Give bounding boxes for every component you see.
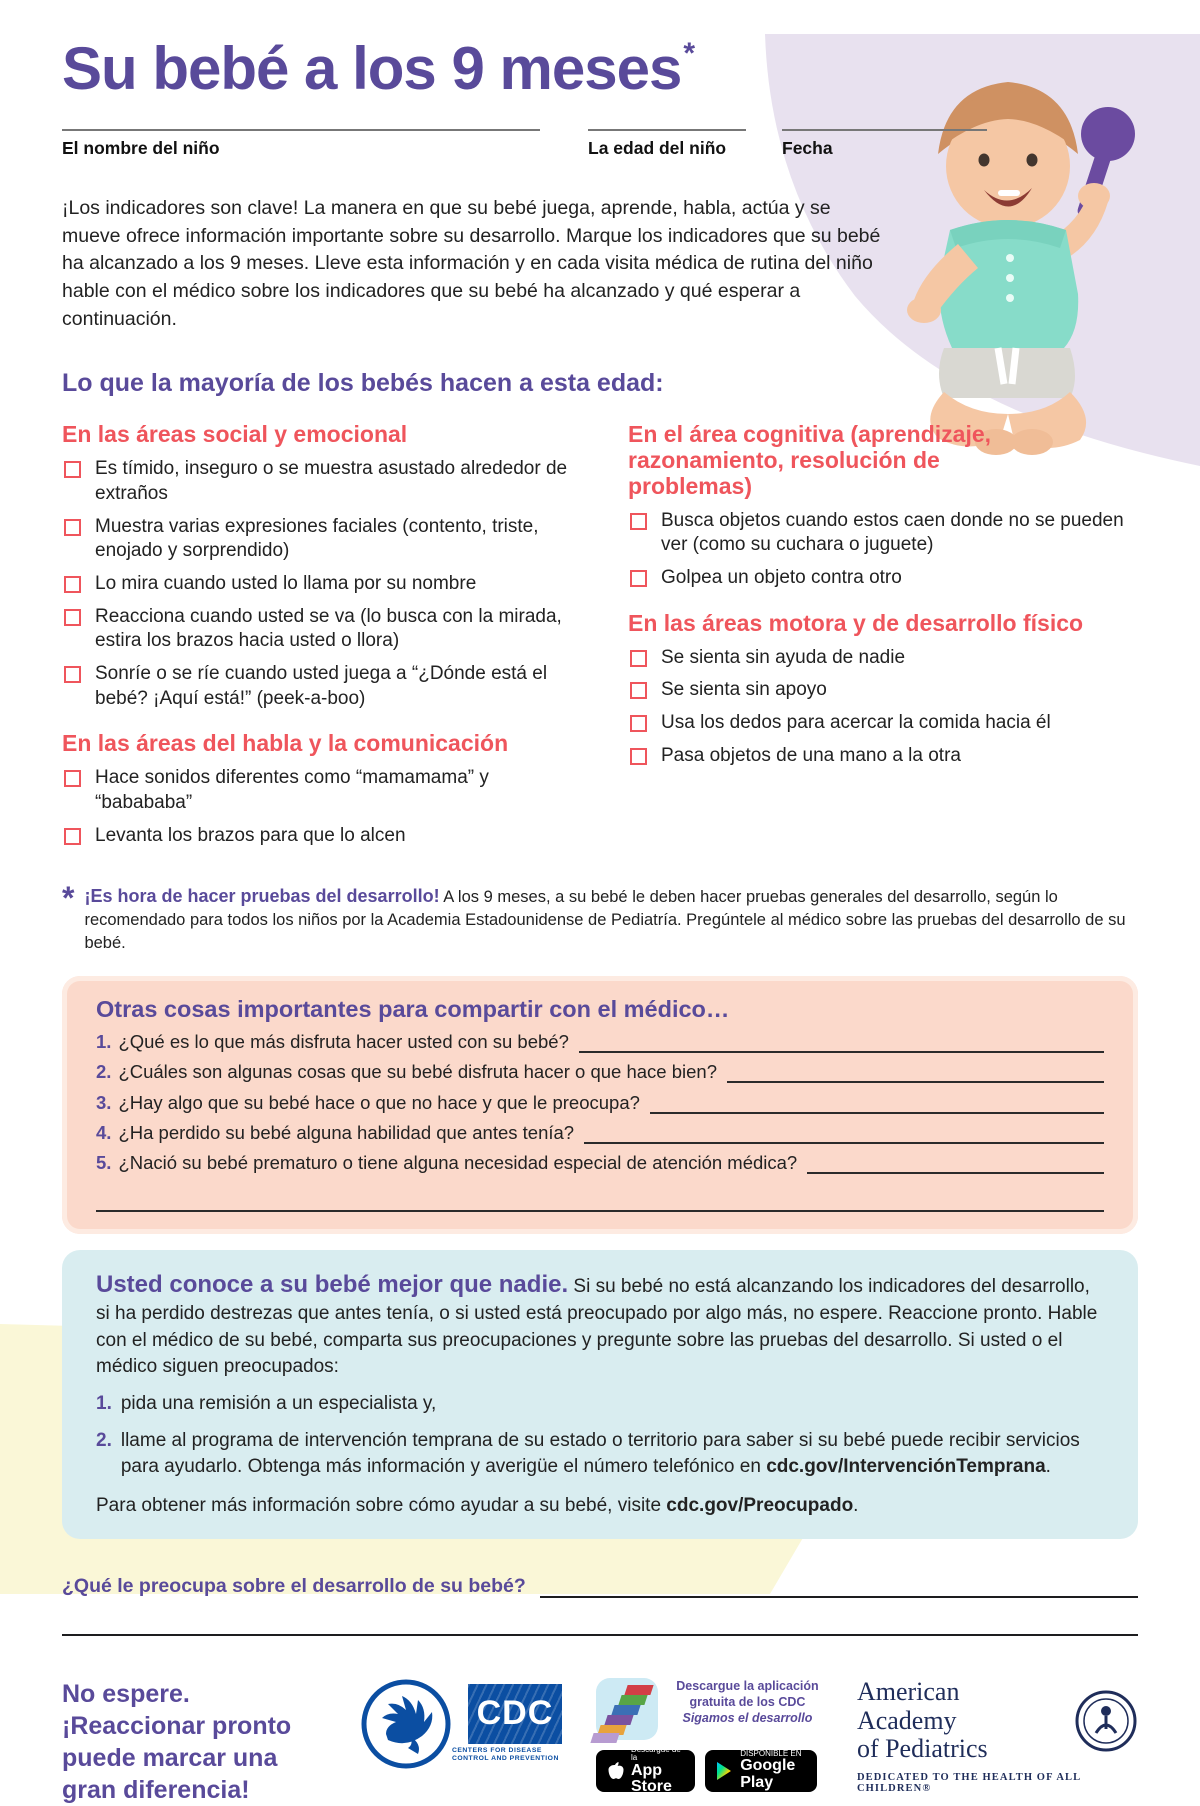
question-text: ¿Ha perdido su bebé alguna habilidad que antes tenía? bbox=[118, 1121, 575, 1143]
milestone-checkbox[interactable] bbox=[630, 748, 647, 765]
answer-line[interactable] bbox=[579, 1031, 1104, 1053]
google-play-badge[interactable]: DISPONIBLE EN Google Play bbox=[705, 1750, 817, 1792]
milestone-checkbox[interactable] bbox=[64, 609, 81, 626]
answer-line[interactable] bbox=[584, 1122, 1104, 1144]
google-play-icon bbox=[715, 1761, 733, 1781]
asterisk-icon: * bbox=[62, 880, 75, 917]
government-logos bbox=[360, 1678, 562, 1770]
milestones-heading: Lo que la mayoría de los bebés hacen a esta edad: bbox=[62, 369, 664, 398]
milestone-item bbox=[62, 662, 590, 711]
question-text: ¿Qué es lo que más disfruta hacer usted con su bebé? bbox=[118, 1030, 569, 1052]
milestone-text: Usa los dedos para acercar la comida hacia él bbox=[661, 711, 1051, 733]
social-section-title: En las áreas social y emocional bbox=[62, 421, 408, 448]
milestone-app-promo bbox=[596, 1678, 827, 1796]
milestone-checkbox[interactable] bbox=[64, 770, 81, 787]
question-row: 1. ¿Qué es lo que más disfruta hacer usted con su bebé? bbox=[96, 1031, 1104, 1053]
milestone-item bbox=[62, 824, 590, 849]
know-your-baby-box bbox=[62, 1250, 1138, 1539]
page-title: Su bebé a los 9 meses* bbox=[62, 35, 694, 102]
concern-label: ¿Qué le preocupa sobre el desarrollo de su bebé? bbox=[62, 1574, 526, 1597]
concern-row bbox=[62, 1575, 1138, 1598]
action-item: 2. llame al programa de intervención temprana de su estado o territorio para saber si su bebé puede recibir servicios para ayudarlo. Obtenga más información y averigüe el número telefónico en cdc.gov/IntervenciónTemprana. bbox=[96, 1428, 1104, 1480]
cdc-logo: CDC CENTERS FOR DISEASE CONTROL AND PREVENTION bbox=[452, 1684, 562, 1765]
milestone-text: Se sienta sin apoyo bbox=[661, 679, 827, 701]
cdc-early-intervention-link[interactable]: cdc.gov/IntervenciónTemprana bbox=[766, 1456, 1046, 1478]
milestone-item bbox=[628, 678, 1138, 703]
milestone-checkbox[interactable] bbox=[64, 519, 81, 536]
milestone-text: Hace sonidos diferentes como “mamamama” y “babababa” bbox=[95, 767, 489, 813]
answer-line[interactable] bbox=[807, 1152, 1104, 1174]
milestone-item bbox=[628, 509, 1138, 558]
milestone-text: Muestra varias expresiones faciales (contento, triste, enojado y sorprendido) bbox=[95, 515, 539, 562]
milestone-item bbox=[62, 572, 590, 597]
left-column bbox=[62, 402, 590, 856]
hhs-logo-icon bbox=[360, 1678, 452, 1770]
milestone-item bbox=[628, 646, 1138, 671]
milestone-text: Sonríe o se ríe cuando usted juega a “¿Dónde está el bebé? ¡Aquí está!” (peek-a-boo) bbox=[95, 663, 548, 709]
cdc-concerned-link[interactable]: cdc.gov/Preocupado bbox=[666, 1494, 854, 1516]
milestone-item bbox=[628, 744, 1138, 769]
milestone-checkbox[interactable] bbox=[630, 570, 647, 587]
motor-section-title: En las áreas motora y de desarrollo físico bbox=[628, 609, 1084, 636]
header-fields bbox=[62, 129, 1138, 159]
screening-footnote bbox=[62, 880, 1137, 955]
milestone-checkbox[interactable] bbox=[630, 682, 647, 699]
question-text: ¿Hay algo que su bebé hace o que no hace y que le preocupa? bbox=[118, 1091, 640, 1113]
doctor-questions-title: Otras cosas importantes para compartir con el médico… bbox=[96, 995, 730, 1022]
milestone-text: Es tímido, inseguro o se muestra asustado alrededor de extraños bbox=[95, 458, 568, 504]
milestone-item bbox=[628, 711, 1138, 736]
action-text: llame al programa de intervención temprana de su estado o territorio para saber si su bebé puede recibir servicios para ayudarlo. Obtenga más información y averigüe el número telefónico en cdc.gov/IntervenciónTemprana. bbox=[120, 1430, 1080, 1478]
milestone-text: Lo mira cuando usted lo llama por su nombre bbox=[95, 572, 477, 594]
aap-seal-icon bbox=[1074, 1689, 1138, 1753]
aap-logo bbox=[857, 1678, 1138, 1794]
answer-line[interactable] bbox=[540, 1576, 1138, 1598]
cdc-logo-icon: CDC bbox=[468, 1684, 562, 1744]
milestone-item bbox=[62, 766, 590, 815]
know-your-baby-intro: Usted conoce a su bebé mejor que nadie. Si su bebé no está alcanzando los indicadores del desarrollo, si ha perdido destrezas que antes tenía, o si usted está preocupado por algo más, no espere. Reaccione pronto. Hable con el médico de su bebé, comparta sus preocupaciones y pregunte sobre las pruebas del desarrollo. Si usted o el médico siguen preocupados: bbox=[96, 1271, 1098, 1377]
question-row: 3. ¿Hay algo que su bebé hace o que no hace y que le preocupa? bbox=[96, 1091, 1104, 1113]
doctor-questions-box bbox=[62, 976, 1138, 1235]
app-store-badge[interactable]: Descargue de la App Store bbox=[596, 1750, 695, 1792]
milestone-item bbox=[62, 515, 590, 564]
milestone-checkbox[interactable] bbox=[64, 828, 81, 845]
right-column bbox=[628, 402, 1138, 856]
milestone-checkbox[interactable] bbox=[630, 513, 647, 530]
answer-line[interactable] bbox=[650, 1091, 1104, 1113]
milestone-checklist-page bbox=[0, 34, 1200, 1804]
aap-tagline: DEDICATED TO THE HEALTH OF ALL CHILDREN® bbox=[856, 1771, 1081, 1794]
action-text: pida una remisión a un especialista y, bbox=[120, 1393, 437, 1415]
child-name-field[interactable]: El nombre del niño bbox=[62, 129, 540, 159]
milestone-text: Levanta los brazos para que lo alcen bbox=[95, 824, 406, 846]
question-row: 4. ¿Ha perdido su bebé alguna habilidad que antes tenía? bbox=[96, 1122, 1104, 1144]
milestone-checkbox[interactable] bbox=[64, 666, 81, 683]
apple-icon bbox=[606, 1760, 624, 1782]
milestone-checkbox[interactable] bbox=[64, 461, 81, 478]
milestone-text: Pasa objetos de una mano a la otra bbox=[661, 744, 961, 766]
footer bbox=[62, 1678, 1138, 1806]
question-text: ¿Nació su bebé prematuro o tiene alguna necesidad especial de atención médica? bbox=[118, 1152, 798, 1174]
action-item: 1. pida una remisión a un especialista y, bbox=[96, 1391, 1104, 1417]
answer-line[interactable] bbox=[62, 1598, 1138, 1636]
answer-line[interactable] bbox=[727, 1061, 1104, 1083]
milestone-checkbox[interactable] bbox=[630, 650, 647, 667]
milestone-text: Reacciona cuando usted se va (lo busca con la mirada, estira los brazos hacia usted o llora) bbox=[95, 605, 562, 652]
milestone-text: Busca objetos cuando estos caen donde no se pueden ver (como su cuchara o juguete) bbox=[661, 509, 1124, 556]
milestone-text: Se sienta sin ayuda de nadie bbox=[661, 646, 906, 668]
title-asterisk: * bbox=[683, 37, 694, 70]
speech-section-title: En las áreas del habla y la comunicación bbox=[62, 730, 509, 757]
app-promo-text: Descargue la aplicación gratuita de los CDC Sigamos el desarrollo bbox=[676, 1678, 819, 1726]
milestone-item bbox=[62, 605, 590, 654]
aap-name: American Academy of Pediatrics bbox=[856, 1676, 988, 1764]
footer-cta: No espere. ¡Reaccionar pronto puede marcar una gran diferencia! bbox=[62, 1679, 292, 1804]
milestone-checkbox[interactable] bbox=[630, 715, 647, 732]
child-age-field[interactable]: La edad del niño bbox=[588, 129, 746, 159]
answer-line[interactable] bbox=[96, 1182, 1104, 1212]
milestone-checkbox[interactable] bbox=[64, 576, 81, 593]
question-text: ¿Cuáles son algunas cosas que su bebé disfruta hacer o que hace bien? bbox=[118, 1061, 718, 1083]
date-field[interactable]: Fecha bbox=[782, 129, 987, 159]
question-row: 5. ¿Nació su bebé prematuro o tiene alguna necesidad especial de atención médica? bbox=[96, 1152, 1104, 1174]
more-info-line: Para obtener más información sobre cómo ayudar a su bebé, visite cdc.gov/Preocupado. bbox=[96, 1494, 859, 1516]
milestone-item bbox=[628, 566, 1138, 591]
cognitive-section-title: En el área cognitiva (aprendizaje, razonamiento, resolución de problemas) bbox=[628, 421, 992, 499]
footnote-text: ¡Es hora de hacer pruebas del desarrollo! A los 9 meses, a su bebé le deben hacer pruebas generales del desarrollo, según lo recomendado para todos los niños por la Academia Estadounidense de Pediatría. Pregúntele al médico sobre las pruebas del desarrollo de su bebé. bbox=[84, 886, 1126, 953]
milestone-tracker-app-icon bbox=[596, 1678, 658, 1740]
question-row: 2. ¿Cuáles son algunas cosas que su bebé disfruta hacer o que hace bien? bbox=[96, 1061, 1104, 1083]
milestone-item bbox=[62, 457, 590, 506]
intro-paragraph: ¡Los indicadores son clave! La manera en que su bebé juega, aprende, habla, actúa y se mueve ofrece información importante sobre su desarrollo. Marque los indicadores que su bebé ha alcanzado a los 9 meses. Lleve esta información y en cada visita médica de rutina del niño hable con el médico sobre los indicadores que su bebé ha alcanzado y qué esperar a continuación. bbox=[62, 197, 881, 330]
milestone-text: Golpea un objeto contra otro bbox=[661, 567, 902, 589]
